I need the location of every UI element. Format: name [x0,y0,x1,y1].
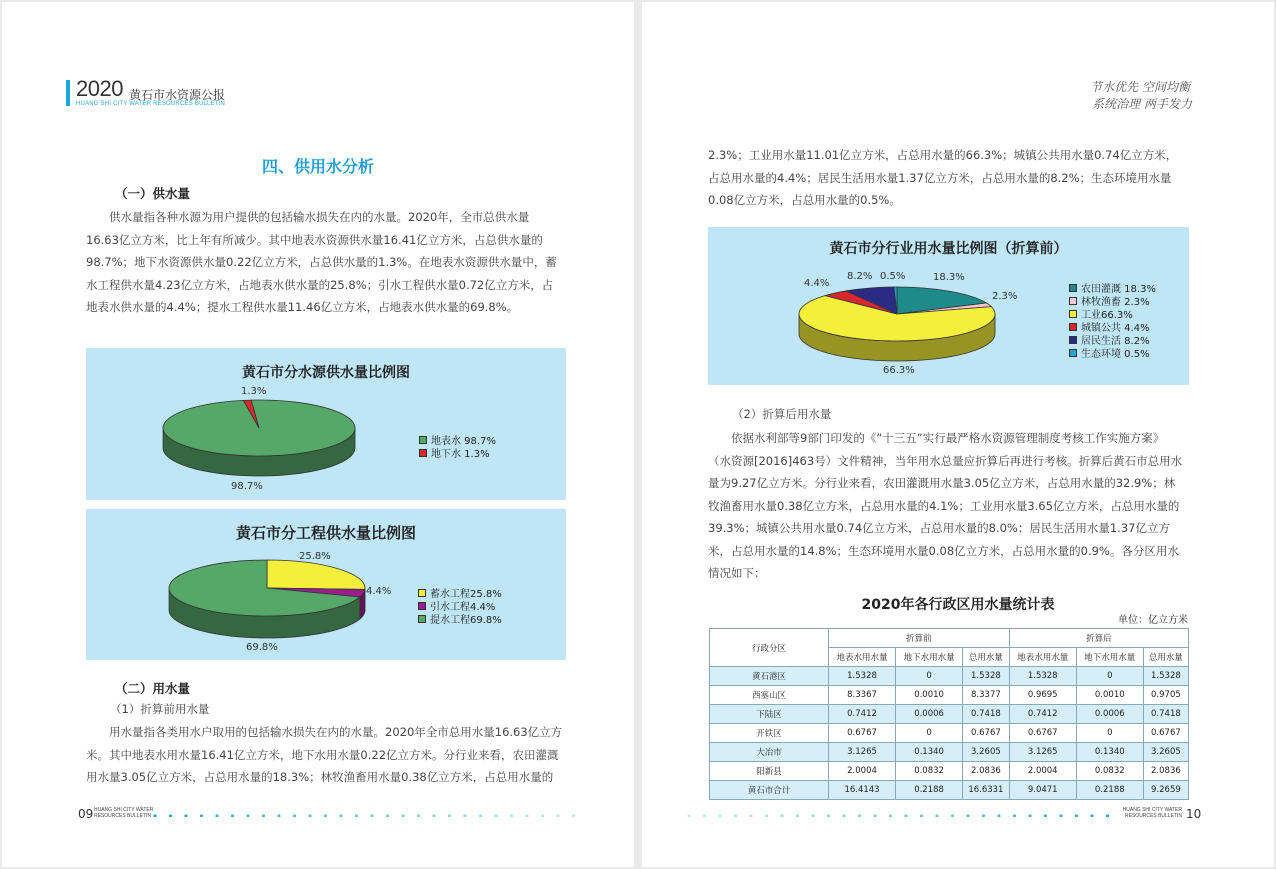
footer-dot [355,814,358,817]
value-cell: 0.0832 [896,762,963,781]
table-row [710,724,1189,743]
legend-swatch [419,449,427,457]
footer-dot [873,814,876,817]
pie-label-urban: 4.4% [804,278,830,289]
value-cell: 9.0471 [1009,781,1076,800]
region-cell: 下陆区 [710,705,829,724]
section-title: 四、供用水分析 [261,157,374,176]
footer-dot [200,814,203,817]
header-subtitle: HUANG SHI CITY WATER RESOURCES BULLETIN [76,101,226,107]
legend-label: 林牧渔畜 2.3% [1081,297,1150,308]
value-cell: 0.7412 [1009,705,1076,724]
header-title: 黄石市水资源公报 [129,88,226,102]
sub-header-cell: 地下水用水量 [896,648,963,667]
footer-dot [262,814,265,817]
footer-dot [749,814,752,817]
legend-swatch [418,615,426,623]
footer-dot [842,814,845,817]
legend-label: 提水工程69.8% [430,615,502,626]
legend-swatch [1069,297,1077,305]
footer-dot [1013,814,1016,817]
pie-label-irrigation: 18.3% [933,272,965,283]
value-cell: 2.0004 [829,762,896,781]
table-body [710,667,1189,800]
paragraph-line: 依据水利部等9部门印发的《“十三五”实行最严格水资源管理制度考核工作实施方案》 [731,431,1165,445]
legend-label: 地表水 98.7% [431,436,496,447]
paragraph-line: 2.3%；工业用水量11.01亿立方米，占总用水量的66.3%；城镇公共用水量0.74亿立方米， [708,148,1178,162]
value-cell: 0.9705 [1143,686,1188,705]
table-row [710,781,1189,800]
footer-dot [1090,814,1093,817]
value-cell: 8.3377 [963,686,1010,705]
paragraph-line: 量为9.27亿立方米。分行业来看，农田灌溉用水量3.05亿立方米，占总用水量的32.9%；林 [708,476,1176,490]
sub-header-cell: 地表水用水量 [829,648,896,667]
chart-legend [1069,281,1156,359]
value-cell: 0.7418 [1143,705,1188,724]
paragraph-line: 米。其中地表水用水量16.41亿立方米，地下水用水量0.22亿立方米。分行业来看，农田灌溉 [86,747,559,762]
chart-title: 黄石市分工程供水量比例图 [235,524,416,542]
value-cell: 3.2605 [1143,743,1188,762]
footer-dot [556,814,559,817]
supply-source-chart [86,348,566,500]
value-cell: 2.0836 [1143,762,1188,781]
pie-label-groundwater: 1.3% [241,386,267,397]
paragraph-line: 地表水供水量的4.4%；提水工程供水量11.46亿立方米，占地表水供水量的69.8%。 [86,300,519,314]
footer-dot [734,814,737,817]
legend-swatch [419,436,427,444]
footer-dot [510,814,513,817]
value-cell: 0.6767 [1143,724,1188,743]
footer-dot [386,814,389,817]
footer-dot [811,814,814,817]
legend-swatch [1069,336,1077,344]
footer-dot [308,814,311,817]
footer-dot [324,814,327,817]
footer-dot [718,814,721,817]
paragraph-line: 98.7%；地下水资源供水量0.22亿立方米，占总供水量的1.3%。在地表水资源供水量中，蓄 [86,255,557,269]
supply-heading: （一）供水量 [115,186,191,201]
right-page [642,2,1274,867]
industry-use-chart [708,227,1189,385]
value-cell: 0 [1076,667,1143,686]
footer-dot [479,814,482,817]
legend-label: 生态环境 0.5% [1081,349,1150,360]
footer-dot [463,814,466,817]
sub-header-cell: 总用水量 [1143,648,1188,667]
footer-dot [997,814,1000,817]
value-cell: 0.1340 [896,743,963,762]
legend-label: 农田灌溉 18.3% [1081,284,1156,295]
paragraph-line: 16.63亿立方米，比上年有所减少。其中地表水资源供水量16.41亿立方米，占总供水量的 [86,232,543,247]
header-accent-bar [66,80,70,106]
page-sub-line: RESOURCES BULLETIN [1125,813,1182,819]
footer-dot [525,814,528,817]
value-cell: 0.7418 [963,705,1010,724]
footer-dot [417,814,420,817]
legend-label: 蓄水工程25.8% [430,589,502,600]
paragraph-line: 用水量3.05亿立方米，占总用水量的18.3%；林牧渔畜用水量0.38亿立方米，占总用水量的 [86,770,554,784]
supply-paragraph [86,206,570,319]
value-cell: 0.0010 [896,686,963,705]
pie-label-eco: 0.5% [880,271,906,282]
page-number-sub [94,807,153,819]
value-cell: 0.9695 [1009,686,1076,705]
footer-dot [935,814,938,817]
value-cell: 1.5328 [963,667,1010,686]
legend-swatch [418,589,426,597]
value-cell: 0.7412 [829,705,896,724]
value-cell: 0.1340 [1076,743,1143,762]
sub-header-cell: 地下水用水量 [1076,648,1143,667]
legend-swatch [1069,284,1077,292]
industry-use-paragraph [708,144,1192,212]
legend-item [1069,346,1156,359]
pie-label-surface: 98.7% [231,481,263,492]
supply-source-pie [86,348,566,500]
footer-dot [370,814,373,817]
footer-dot [920,814,923,817]
value-cell: 0.0832 [1076,762,1143,781]
value-cell: 0.2188 [1076,781,1143,800]
chart-title: 黄石市分水源供水量比例图 [242,365,410,381]
supply-project-chart [86,509,566,660]
region-cell: 大冶市 [710,743,829,762]
value-cell: 3.1265 [829,743,896,762]
paragraph-line: 0.08亿立方米，占总用水量的0.5%。 [708,193,901,207]
footer-dot [703,814,706,817]
page-number: 09 [78,807,94,821]
table-title: 2020年各行政区用水量统计表 [861,597,1055,613]
pie-slice-蓄水工程 [267,560,365,589]
value-cell: 1.5328 [1143,667,1188,686]
value-cell: 0.2188 [896,781,963,800]
legend-item [418,612,502,625]
footer-dot [1106,814,1109,817]
sub-header-cell: 地表水用水量 [1009,648,1076,667]
footer-dot [169,814,172,817]
paragraph-line: 39.3%；城镇公共用水量0.74亿立方米，占总用水量的8.0%；居民生活用水量1.37亿立方 [708,521,1170,535]
footer-dot [1059,814,1062,817]
slogan-line-1: 节水优先 空间均衡 [1090,80,1190,94]
value-cell: 16.4143 [829,781,896,800]
footer-dot [889,814,892,817]
footer-dot [153,814,156,817]
col-region-header: 行政分区 [710,629,829,667]
pie-label-forestry: 2.3% [992,291,1018,302]
table-row [710,743,1189,762]
footer-dot [293,814,296,817]
footer-dots [686,813,1126,817]
value-cell: 0 [896,667,963,686]
use-paragraph [86,721,570,789]
value-cell: 0 [1076,724,1143,743]
footer-dot [1044,814,1047,817]
footer-dot [184,814,187,817]
left-page [2,2,634,867]
paragraph-line: （水资源[2016]463号）文件精神，当年用水总量应折算后再进行考核。折算后黄石市总用水 [708,453,1183,468]
region-cell: 西塞山区 [710,686,829,705]
legend-label: 引水工程4.4% [430,602,496,613]
after-subheading: （2）折算后用水量 [732,407,832,421]
paragraph-line: 情况如下： [708,566,766,580]
pie-label-lifting: 69.8% [246,642,278,653]
use-heading: （二）用水量 [115,681,191,696]
use-subheading: （1）折算前用水量 [110,702,210,716]
legend-label: 城镇公共 4.4% [1081,323,1150,334]
footer-dot [765,814,768,817]
value-cell: 8.3367 [829,686,896,705]
legend-item [419,446,496,459]
footer-dot [432,814,435,817]
legend-swatch [418,602,426,610]
table-row [710,667,1189,686]
page-sub-line: HUANG SHI CITY WATER [1122,807,1182,813]
footer-dot [339,814,342,817]
group-before-header: 折算前 [829,629,1010,648]
value-cell: 1.5328 [829,667,896,686]
footer-dot [1028,814,1031,817]
region-cell: 阳新县 [710,762,829,781]
table-row [710,762,1189,781]
footer-dot [277,814,280,817]
pie-label-storage: 25.8% [299,551,331,562]
value-cell: 0.6767 [963,724,1010,743]
legend-swatch [1069,323,1077,331]
pie-label-industry: 66.3% [883,365,915,376]
legend-swatch [1069,310,1077,318]
page-number-sub [1122,807,1182,819]
value-cell: 3.1265 [1009,743,1076,762]
value-cell: 0.0006 [896,705,963,724]
value-cell: 2.0004 [1009,762,1076,781]
value-cell: 9.2659 [1143,781,1188,800]
value-cell: 3.2605 [963,743,1010,762]
legend-label: 地下水 1.3% [431,449,490,460]
footer-dot [796,814,799,817]
value-cell: 16.6331 [963,781,1010,800]
table-unit: 单位：亿立方米 [1118,615,1188,626]
slogan-line-2: 系统治理 两手发力 [1092,97,1192,111]
value-cell: 0 [896,724,963,743]
pie-label-diversion: 4.4% [366,586,392,597]
paragraph-line: 水工程供水量4.23亿立方米，占地表水供水量的25.8%；引水工程供水量0.72亿立方米，占 [86,277,554,292]
sub-header-cell: 总用水量 [963,648,1010,667]
paragraph-line: 供水量指各种水源为用户提供的包括输水损失在内的水量。2020年，全市总供水量 [109,210,530,224]
table-row [710,705,1189,724]
footer-dot [246,814,249,817]
footer-dot [982,814,985,817]
page-number: 10 [1186,807,1202,821]
after-conversion-paragraph [708,427,1192,585]
footer-dot [541,814,544,817]
footer-dot [448,814,451,817]
chart-legend [418,586,502,625]
paragraph-line: 牧渔畜用水量0.38亿立方米，占总用水量的4.1%；工业用水量3.65亿立方米，占总用水量的 [708,498,1180,513]
value-cell: 1.5328 [1009,667,1076,686]
page-sub-line: HUANG SHI CITY WATER [94,807,154,813]
value-cell: 0.0010 [1076,686,1143,705]
water-use-table [709,628,1189,800]
footer-dot [401,814,404,817]
footer-dot [966,814,969,817]
footer-dots [152,813,592,817]
value-cell: 2.0836 [963,762,1010,781]
footer-dot [951,814,954,817]
footer-dot [494,814,497,817]
footer-dot [231,814,234,817]
value-cell: 0.0006 [1076,705,1143,724]
value-cell: 0.6767 [829,724,896,743]
pie-label-residential: 8.2% [847,271,873,282]
chart-legend [419,433,496,459]
footer-dot [858,814,861,817]
paragraph-line: 占总用水量的4.4%；居民生活用水量1.37亿立方米，占总用水量的8.2%；生态环境用水量 [708,170,1172,185]
group-after-header: 折算后 [1009,629,1188,648]
value-cell: 0.6767 [1009,724,1076,743]
paragraph-line: 用水量指各类用水户取用的包括输水损失在内的水量。2020年全市总用水量16.63亿立方 [109,725,563,739]
footer-dot [1075,814,1078,817]
footer-dot [215,814,218,817]
region-cell: 开铁区 [710,724,829,743]
legend-label: 居民生活 8.2% [1081,336,1150,347]
table-row [710,686,1189,705]
header-year: 2020 [76,76,123,101]
region-cell: 黄石市合计 [710,781,829,800]
paragraph-line: 米，占总用水量的14.8%；生态环境用水量0.08亿立方米，占总用水量的0.9%。各分区用水 [708,543,1179,558]
footer-dot [572,814,575,817]
footer-dot [904,814,907,817]
footer-dot [780,814,783,817]
legend-swatch [1069,349,1077,357]
chart-title: 黄石市分行业用水量比例图（折算前） [829,241,1068,257]
footer-dot [687,814,690,817]
legend-label: 工业66.3% [1081,310,1133,321]
page-sub-line: RESOURCES BULLETIN [94,813,151,819]
footer-dot [827,814,830,817]
region-cell: 黄石港区 [710,667,829,686]
